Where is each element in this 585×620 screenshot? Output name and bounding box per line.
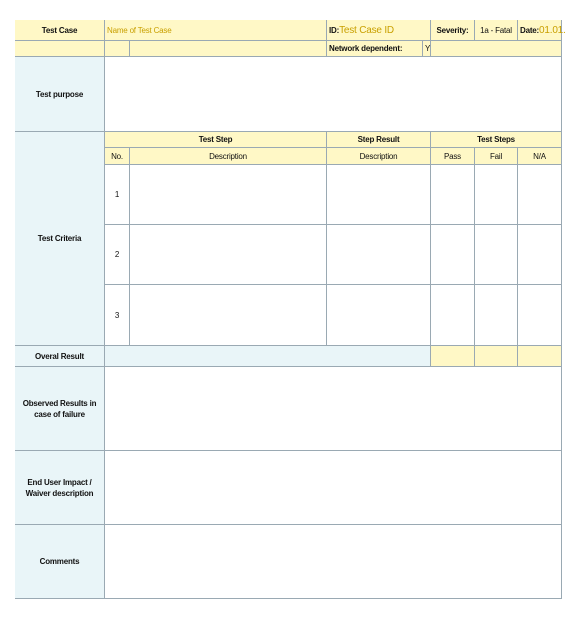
observed-results-label: Observed Results in case of failure (15, 367, 105, 451)
step-number: 3 (105, 285, 130, 346)
test-steps-header: Test Steps (431, 132, 562, 148)
test-purpose-field[interactable] (105, 57, 562, 132)
test-criteria-label: Test Criteria (15, 132, 105, 346)
date-value: 01.01. (539, 24, 566, 36)
fail-column-header: Fail (475, 148, 518, 165)
test-step-header: Test Step (105, 132, 327, 148)
test-case-id-cell[interactable] (327, 20, 431, 41)
overall-na-field[interactable] (518, 346, 562, 367)
step-number: 1 (105, 165, 130, 225)
observed-results-field[interactable] (105, 367, 562, 451)
pass-field[interactable] (431, 225, 475, 285)
na-field[interactable] (518, 165, 562, 225)
na-column-header: N/A (518, 148, 562, 165)
blank-cell (15, 41, 105, 57)
overall-result-label: Overal Result (15, 346, 105, 367)
id-label: ID: (329, 25, 340, 35)
overall-pass-field[interactable] (431, 346, 475, 367)
overall-result-field[interactable] (105, 346, 431, 367)
date-cell[interactable] (518, 20, 566, 41)
fail-field[interactable] (475, 285, 518, 346)
pass-field[interactable] (431, 165, 475, 225)
na-field[interactable] (518, 225, 562, 285)
step-number: 2 (105, 225, 130, 285)
comments-field[interactable] (105, 525, 562, 599)
result-description-column-header: Description (327, 148, 431, 165)
step-description-field[interactable] (130, 225, 327, 285)
test-case-name-field[interactable]: Name of Test Case (105, 20, 327, 41)
test-case-label: Test Case (15, 20, 105, 41)
fail-field[interactable] (475, 225, 518, 285)
step-description-column-header: Description (130, 148, 327, 165)
severity-value-field[interactable]: 1a - Fatal (475, 20, 518, 41)
blank-cell (431, 41, 562, 57)
result-description-field[interactable] (327, 285, 431, 346)
id-value: Test Case ID (339, 24, 394, 36)
pass-field[interactable] (431, 285, 475, 346)
result-description-field[interactable] (327, 165, 431, 225)
network-dependent-value[interactable]: Y (423, 41, 431, 57)
step-description-field[interactable] (130, 165, 327, 225)
na-field[interactable] (518, 285, 562, 346)
end-user-impact-label: End User Impact / Waiver description (15, 451, 105, 525)
pass-column-header: Pass (431, 148, 475, 165)
result-description-field[interactable] (327, 225, 431, 285)
severity-label: Severity: (431, 20, 475, 41)
step-description-field[interactable] (130, 285, 327, 346)
overall-fail-field[interactable] (475, 346, 518, 367)
end-user-impact-field[interactable] (105, 451, 562, 525)
step-result-header: Step Result (327, 132, 431, 148)
test-purpose-label: Test purpose (15, 57, 105, 132)
blank-cell (130, 41, 327, 57)
network-dependent-label: Network dependent: (327, 41, 423, 57)
no-column-header: No. (105, 148, 130, 165)
date-label: Date: (520, 25, 540, 35)
blank-cell (105, 41, 130, 57)
comments-label: Comments (15, 525, 105, 599)
fail-field[interactable] (475, 165, 518, 225)
